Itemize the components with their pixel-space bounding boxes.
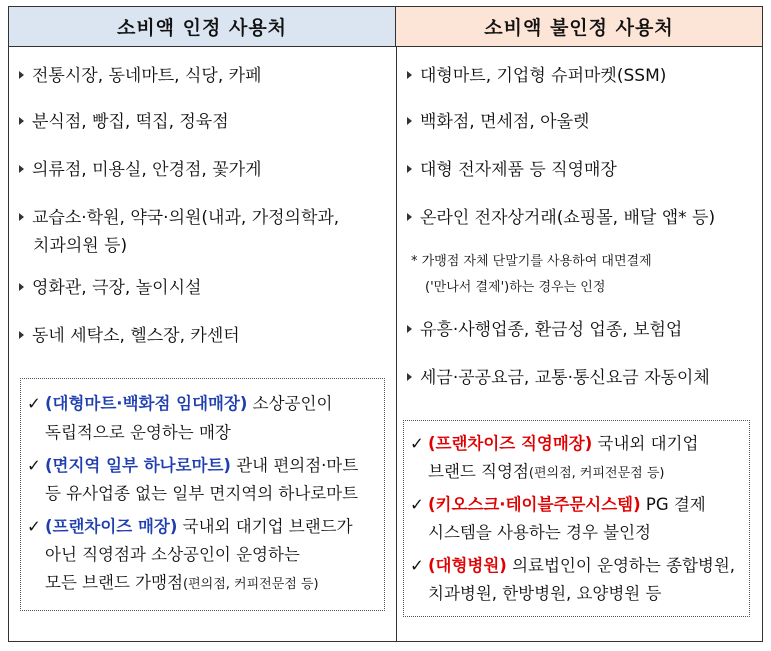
bullet-icon xyxy=(19,283,24,291)
bullet-icon xyxy=(19,71,24,79)
exception-line: 시스템을 사용하는 경우 불인정 xyxy=(428,523,651,542)
bullet-icon xyxy=(407,165,412,173)
bullet-icon xyxy=(407,373,412,381)
left-item: 의류점, 미용실, 안경점, 꽃가게 xyxy=(19,157,262,183)
exception-line: 등 유사업종 없는 일부 면지역의 하나로마트 xyxy=(45,484,359,503)
exception-line: ✓ (키오스크·테이블주문시스템) PG 결제 xyxy=(410,493,706,517)
left-item: 전통시장, 동네마트, 식당, 카페 xyxy=(19,63,262,89)
exception-line: ✓ (대형병원) 의료법인이 운영하는 종합병원, xyxy=(410,554,735,578)
bullet-icon xyxy=(19,117,24,125)
right-item: 세금·공공요금, 교통·통신요금 자동이체 xyxy=(407,365,710,391)
left-item-continued: 치과의원 등) xyxy=(33,236,128,256)
column-divider xyxy=(396,47,397,641)
check-icon: ✓ xyxy=(27,394,41,413)
bullet-icon xyxy=(19,213,24,221)
bullet-icon xyxy=(19,165,24,173)
check-icon: ✓ xyxy=(410,495,424,514)
left-item: 동네 세탁소, 헬스장, 카센터 xyxy=(19,323,240,349)
exception-line: 독립적으로 운영하는 매장 xyxy=(45,423,231,442)
right-item: 유흥·사행업종, 환금성 업종, 보험업 xyxy=(407,317,682,343)
bullet-icon xyxy=(407,325,412,333)
right-item: 대형 전자제품 등 직영매장 xyxy=(407,157,617,183)
footnote-line: * 가맹점 자체 단말기를 사용하여 대면결제 xyxy=(411,254,652,269)
header-not-recognized: 소비액 불인정 사용처 xyxy=(396,7,762,47)
bullet-icon xyxy=(407,213,412,221)
header-recognized: 소비액 인정 사용처 xyxy=(9,7,396,47)
right-item: 백화점, 면세점, 아울렛 xyxy=(407,109,589,135)
bullet-icon xyxy=(19,331,24,339)
exception-line: ✓ (프랜차이즈 직영매장) 국내외 대기업 xyxy=(410,432,698,456)
check-icon: ✓ xyxy=(27,517,41,536)
left-exception-box xyxy=(20,378,385,611)
left-item: 분식점, 빵집, 떡집, 정육점 xyxy=(19,109,229,135)
left-item: 영화관, 극장, 놀이시설 xyxy=(19,275,201,301)
check-icon: ✓ xyxy=(410,434,424,453)
right-item: 대형마트, 기업형 슈퍼마켓(SSM) xyxy=(407,63,666,89)
exception-line: 치과병원, 한방병원, 요양병원 등 xyxy=(428,584,662,603)
bullet-icon xyxy=(407,117,412,125)
footnote-line: ('만나서 결제')하는 경우는 인정 xyxy=(425,280,606,295)
exception-line: ✓ (프랜차이즈 매장) 국내외 대기업 브랜드가 xyxy=(27,515,353,539)
exception-line: 모든 브랜드 가맹점(편의점, 커피전문점 등) xyxy=(45,573,319,592)
check-icon: ✓ xyxy=(410,556,424,575)
bullet-icon xyxy=(407,71,412,79)
right-exception-box xyxy=(403,420,750,617)
exception-line: 아닌 직영점과 소상공인이 운영하는 xyxy=(45,545,300,564)
exception-line: ✓ (면지역 일부 하나로마트) 관내 편의점·마트 xyxy=(27,454,358,478)
exception-line: ✓ (대형마트·백화점 임대매장) 소상공인이 xyxy=(27,392,332,416)
exception-line: 브랜드 직영점(편의점, 커피전문점 등) xyxy=(428,462,665,481)
left-item: 교습소·학원, 약국·의원(내과, 가정의학과, xyxy=(19,205,339,231)
usage-table xyxy=(8,6,763,642)
right-item: 온라인 전자상거래(쇼핑몰, 배달 앱* 등) xyxy=(407,205,715,231)
check-icon: ✓ xyxy=(27,456,41,475)
